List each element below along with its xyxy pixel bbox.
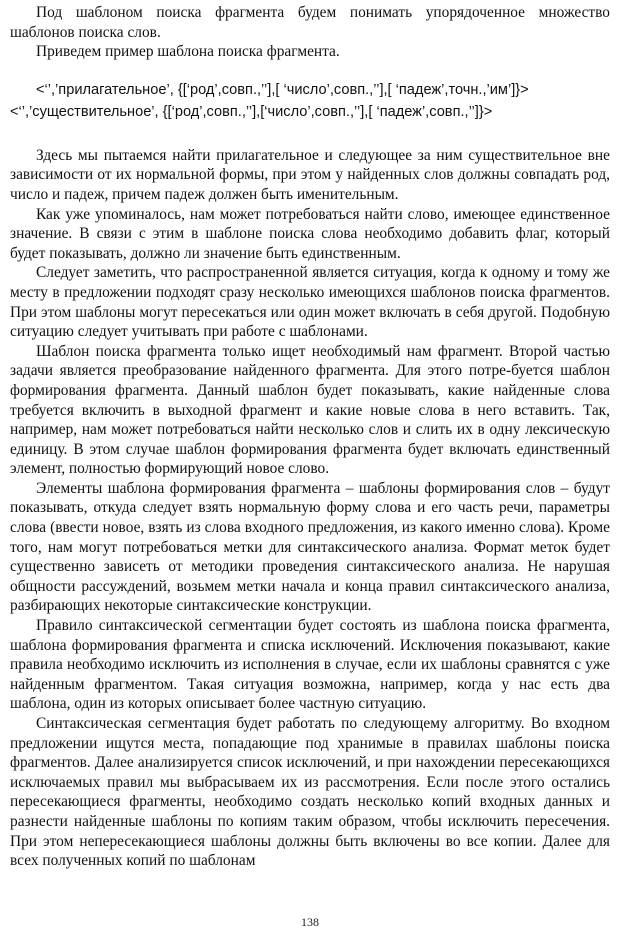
paragraph: Следует заметить, что распространенной является ситуация, когда к одному и тому же месту в предложении подходят сразу несколько имеющихся шаблонов поиска фрагментов. При этом шаблоны могут пересекаться или один может включать в себя другой. Подобную ситуацию следует учитывать при работе с шаблонами.: [10, 264, 610, 341]
template-example: [10, 79, 610, 123]
template-line-adjective: <‘’,’прилагательное’, {[‘род’,совп.,’’],[ ‘число’,совп.,’’],[ ‘падеж’,точн.,’им’]}>: [36, 81, 529, 98]
page-number: 138: [301, 915, 319, 929]
paragraph: Здесь мы пытаемся найти прилагательное и следующее за ним существительное вне зависимости от их нормальной формы, при этом у найденных слов должны совпадать род, число и падеж, причем падеж должен быть именительным.: [10, 146, 610, 203]
paragraph: Правило синтаксической сегментации будет состоять из шаблона поиска фрагмента, шаблона формирования фрагмента и списка исключений. Исключения показывают, какие правила необходимо исключить из исполнения в случае, если их шаблоны сравнятся с уже найденным фрагментом. Такая ситуация возможна, например, когда у нас есть два шаблона, один из которых описывает более частную ситуацию.: [10, 617, 610, 713]
paragraph: Шаблон поиска фрагмента только ищет необходимый нам фрагмент. Второй частью задачи является преобразование найденного фрагмента. Для этого потре-буется шаблон формирования фрагмента. Данный шаблон будет показывать, какие найденные слова требуется включить в выходной фрагмент и какие новые слова в него вставить. Так, например, нам может потребоваться найти несколько слов и слить их в одну лексическую единицу. В этом случае шаблон формирования фрагмента будет включать единственный элемент, полностью формирующий новое слово.: [10, 342, 610, 478]
paragraph: Элементы шаблона формирования фрагмента – шаблоны формирования слов – будут показывать, откуда следует взять нормальную форму слова и его часть речи, параметры слова (ввести новое, взять из слова входного предложения, из какого именно слова). Кроме того, нам могут потребоваться метки для синтаксического анализа. Формат меток будет существенно зависеть от методики проведения синтаксического анализа. Не нарушая общности рассуждений, возьмем метки начала и конца правил синтаксического анализа, разбирающих некоторые синтаксические конструкции.: [10, 479, 610, 615]
paragraph: Приведем пример шаблона поиска фрагмента.: [36, 43, 340, 61]
paragraph: Под шаблоном поиска фрагмента будем понимать упорядоченное множество шаблонов поиска слов.: [10, 4, 610, 41]
paragraph: Как уже упоминалось, нам может потребоваться найти слово, имеющее единственное значение. В связи с этим в шаблоне поиска слова необходимо добавить флаг, который будет показывать, должно ли значение быть единственным.: [10, 205, 610, 262]
paragraph: Синтаксическая сегментация будет работать по следующему алгоритму. Во входном предложении ищутся места, попадающие под хранимые в правилах шаблоны поиска фрагментов. Далее анализируется список исключений, и при нахождении пересекающихся исключаемых правил мы выбрасываем их из рассмотрения. Если после этого остались пересекающиеся фрагменты, необходимо создать несколько копий входных данных и разнести найденные шаблоны по копиям таким образом, чтобы исключить пересечения. При этом непересекающиеся шаблоны должны быть включены во все копии. Далее для всех полученных копий по шаблонам: [10, 715, 610, 870]
template-line-noun: <‘’,’существительное’, {[‘род’,совп.,’’],[‘число’,совп.,’’],[ ‘падеж’,совп.,’’]}>: [10, 103, 493, 120]
